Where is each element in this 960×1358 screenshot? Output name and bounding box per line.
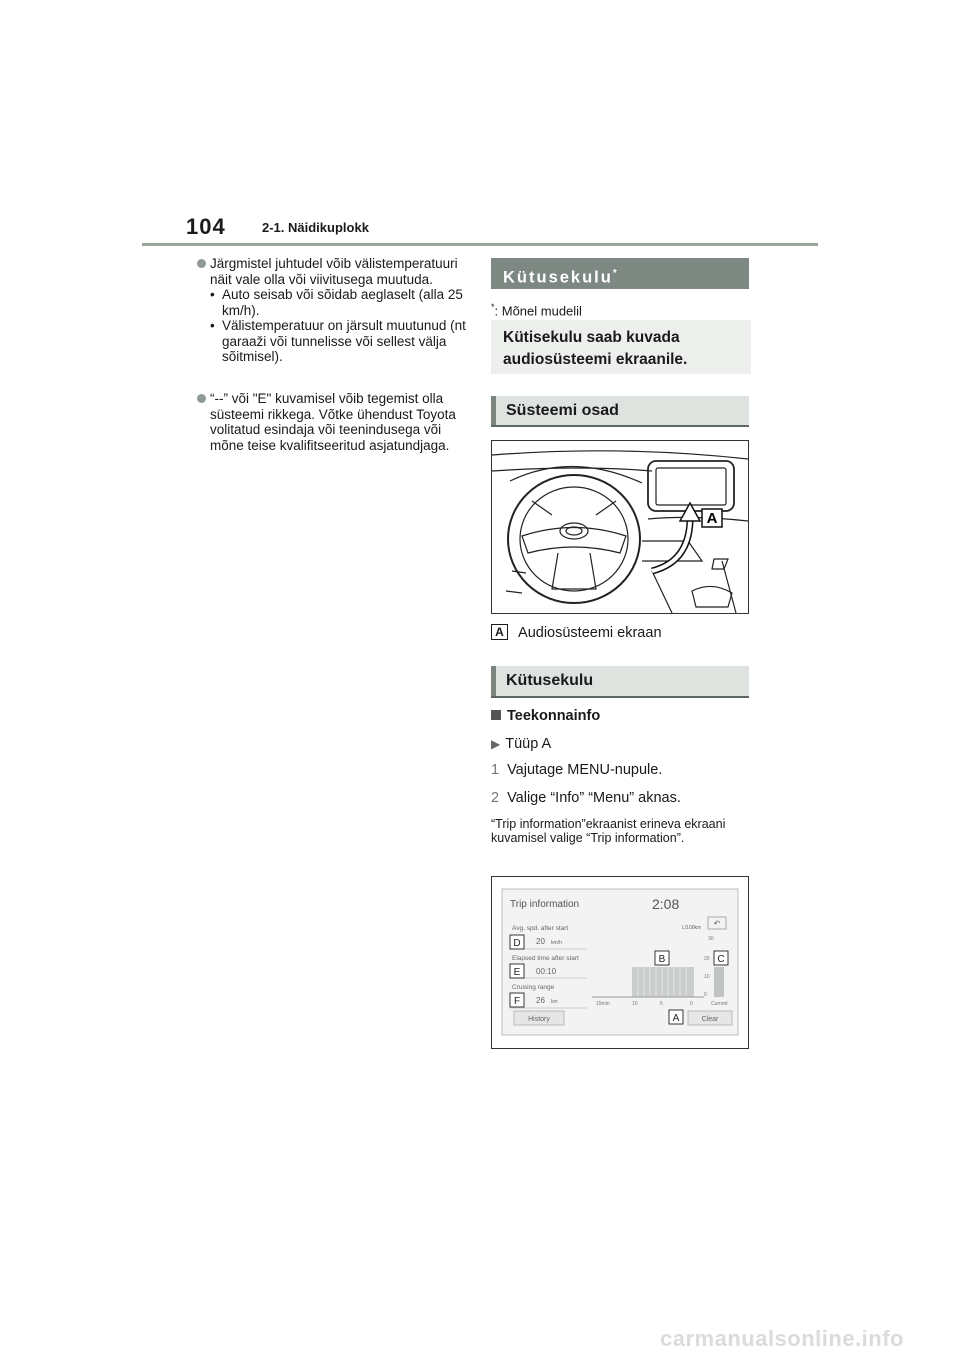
screen-time: 2:08 [652,896,680,912]
x-tick: Current [711,1001,728,1007]
step-2: 2 Valige “Info” “Menu” aknas. [491,790,681,806]
note-malfunction [210,391,475,453]
y-tick: 0 [704,992,707,998]
trip-screen-drawing [492,877,748,1048]
title-asterisk: * [612,268,617,279]
y-tick: 10 [704,974,710,980]
footnote-mark: * [491,302,495,312]
screen-title: Trip information [510,899,580,910]
elapsed-value: 00:10 [536,967,557,976]
heading-underline [491,425,749,427]
list-item: • Auto seisab või sõidab aeglaselt (alla 25 km/h). [210,287,463,318]
footnote: *: Mõnel mudelil [491,302,582,319]
triangle-bullet-icon: ▶ [491,737,501,751]
range-unit: km [551,999,558,1005]
current-bar [714,967,724,997]
callout-b: B [658,954,666,965]
note-temperature [210,256,475,365]
bullet-icon [197,394,206,403]
callout-a-box: A [491,624,508,640]
page-number: 104 [186,214,226,239]
back-icon: ↶ [713,919,721,928]
callout-legend [491,624,662,641]
history-label: History [528,1016,550,1023]
note-text: “--” või "E" kuvamisel võib tegemist olla süsteemi rikkega. Võtke ühendust Toyota volitatud esindaja või teenindusega või mõne teise kvalifitseeritud asjatundjaga. [210,391,456,453]
clear-label: Clear [701,1016,719,1023]
dashboard-illustration [491,440,749,614]
fuel-heading: Kütusekulu [491,666,749,696]
x-tick: 5 [660,1001,663,1007]
section-title: 2-1. Näidikuplokk [262,220,369,235]
x-tick: 10 [632,1001,638,1007]
x-tick: 0 [690,1001,693,1007]
avg-unit: km/h [551,940,562,946]
callout-c: C [717,954,725,965]
watermark: carmanualsonline.info [660,1326,904,1351]
callout-e: E [513,967,521,978]
trip-note: “Trip information”ekraanist erineva ekraani kuvamisel valige “Trip information”. [491,817,726,845]
section-heading: Kütusekulu* [491,258,749,289]
square-bullet-icon [491,710,501,720]
callout-d: D [513,938,521,949]
callout-text: Audiosüsteemi ekraan [518,625,662,641]
unit-label: L/100km [682,925,702,931]
x-tick: 15min [596,1001,610,1007]
range-label: Cruising range [512,984,555,991]
avg-label: Avg. spd. after start [512,925,569,932]
callout-a-label: A [706,510,718,527]
range-value: 26 [536,996,545,1005]
note-text: Järgmistel juhtudel võib välistemperatuuri näit vale olla või viivitusega muutuda. [210,256,458,287]
y-tick: 30 [708,936,714,942]
heading-underline [491,696,749,698]
dashboard-drawing [492,441,748,613]
system-parts-heading: Süsteemi osad [491,396,749,425]
step-1: 1 Vajutage MENU-nupule. [491,762,663,778]
y-tick: 20 [704,956,710,962]
trip-information-screenshot [491,876,749,1049]
bullet-icon [197,259,206,268]
header-rule [142,243,818,246]
fuel-history-bars [632,967,694,997]
list-item: • Välistemperatuur on järsult muutunud (nt garaaži või tunnelisse või sellest välja sõitmisel). [210,318,466,364]
callout-a: A [672,1013,680,1024]
callout-f: F [513,996,521,1007]
avg-value: 20 [536,937,545,946]
trip-heading: Teekonnainfo [491,708,600,724]
type-label: ▶ Tüüp A [491,736,552,752]
elapsed-label: Elapsed time after start [512,955,579,962]
summary-box: Kütisekulu saab kuvada audiosüsteemi ekraanile. [491,320,751,374]
